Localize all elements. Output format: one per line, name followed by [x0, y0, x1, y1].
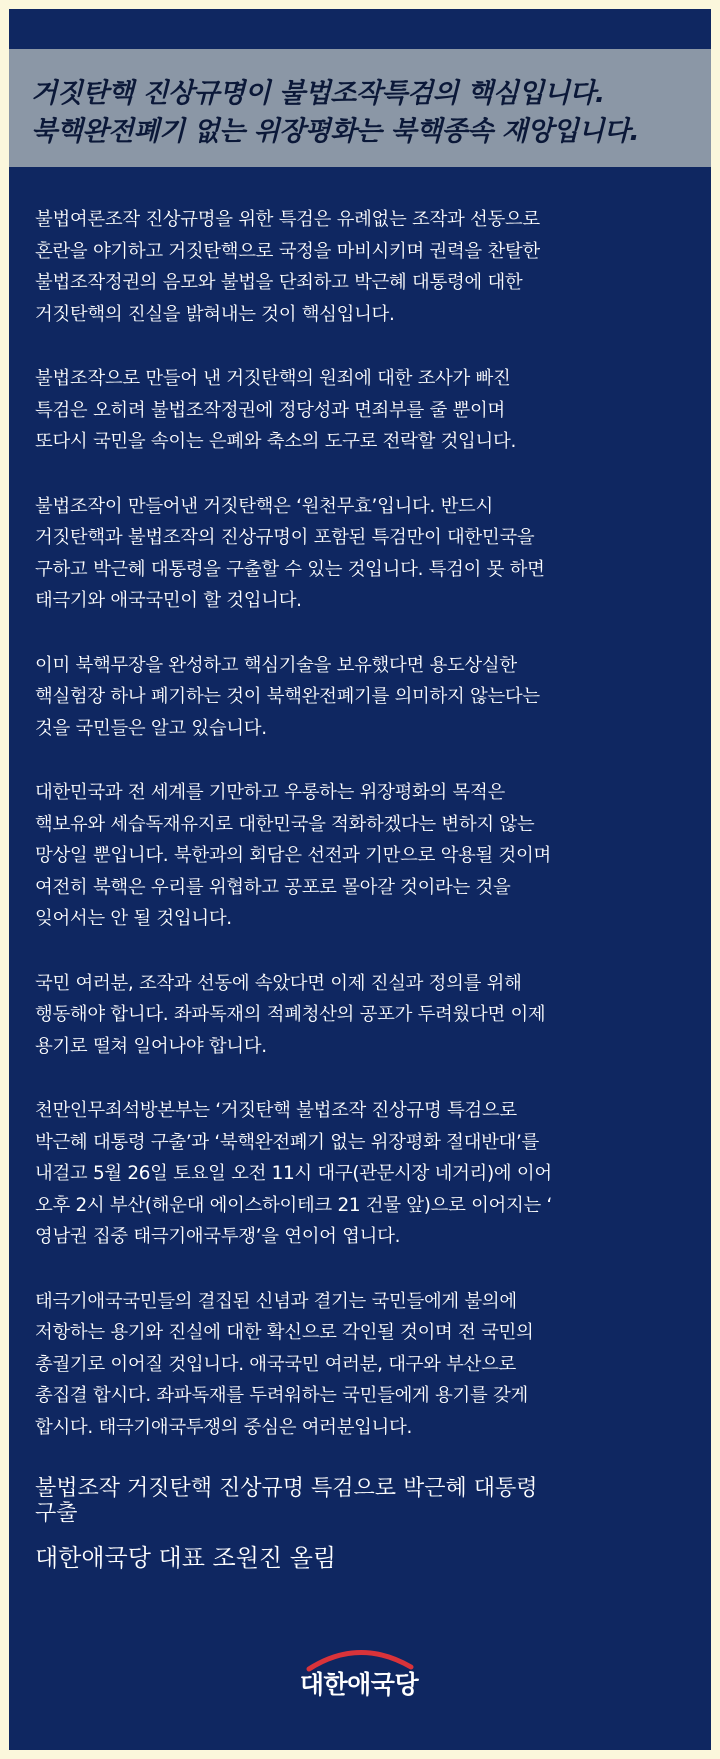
paragraph-7	[35, 1095, 695, 1253]
headline-band	[9, 49, 711, 167]
paragraph-line: 태극기와 애국국민이 할 것입니다.	[35, 590, 302, 611]
paragraph-line: 용기로 떨쳐 일어나야 합니다.	[35, 1035, 267, 1057]
paragraph-line: 천만인무죄석방본부는 ‘거짓탄핵 불법조작 진상규명 특검으로	[35, 1100, 517, 1121]
paragraph-line: 총궐기로 이어질 것입니다. 애국국민 여러분, 대구와 부산으로	[35, 1353, 517, 1375]
closing-slogan-line: 구출	[35, 1501, 78, 1526]
paragraph-8	[35, 1286, 695, 1444]
paragraph-line: 불법여론조작 진상규명을 위한 특검은 유례없는 조작과 선동으로	[35, 209, 540, 230]
paragraph-line: 합시다. 태극기애국투쟁의 중심은 여러분입니다.	[35, 1416, 413, 1438]
paragraph-2	[35, 363, 695, 458]
closing-block	[35, 1476, 695, 1573]
paragraph-line: 저항하는 용기와 진실에 대한 확신으로 각인될 것이며 전 국민의	[35, 1322, 534, 1343]
paragraph-3	[35, 491, 695, 617]
paragraph-line: 여전히 북핵은 우리를 위협하고 공포로 몰아갈 것이라는 것을	[35, 876, 511, 898]
paragraph-line: 거짓탄핵의 진실을 밝혀내는 것이 핵심입니다.	[35, 303, 395, 325]
paragraph-line: 불법조작으로 만들어 낸 거짓탄핵의 원죄에 대한 조사가 빠진	[35, 368, 511, 389]
paragraph-line: 망상일 뿐입니다. 북한과의 회담은 선전과 기만으로 악용될 것이며	[35, 845, 551, 866]
logo-text: 대한애국당	[299, 1670, 419, 1699]
statement-body	[35, 204, 695, 1476]
paragraph-line: 핵보유와 세습독재유지로 대한민국을 적화하겠다는 변하지 않는	[35, 813, 535, 835]
paragraph-line: 태극기애국국민들의 결집된 신념과 결기는 국민들에게 불의에	[35, 1290, 517, 1312]
paragraph-line: 오후 2시 부산(해운대 에이스하이테크 21 건물 앞)으로 이어지는 ‘	[35, 1194, 553, 1216]
signature: 대한애국당 대표 조원진 올림	[35, 1544, 337, 1572]
paragraph-line: 불법조작이 만들어낸 거짓탄핵은 ‘원천무효’입니다. 반드시	[35, 495, 493, 517]
paragraph-line: 박근혜 대통령 구출’과 ‘북핵완전폐기 없는 위장평화 절대반대’를	[35, 1131, 540, 1153]
paragraph-line: 또다시 국민을 속이는 은폐와 축소의 도구로 전락할 것입니다.	[35, 431, 517, 452]
paragraph-line: 내걸고 5월 26일 토요일 오전 11시 대구(관문시장 네거리)에 이어	[35, 1163, 552, 1184]
closing-slogan-line: 불법조작 거짓탄핵 진상규명 특검으로 박근혜 대통령	[35, 1476, 538, 1501]
notice-panel	[9, 9, 711, 1750]
headline-line-1: 거짓탄핵 진상규명이 불법조작특검의 핵심입니다.	[31, 78, 605, 109]
paragraph-5	[35, 777, 695, 935]
paragraph-1	[35, 204, 695, 330]
paragraph-line: 구하고 박근혜 대통령을 구출할 수 있는 것입니다. 특검이 못 하면	[35, 558, 545, 580]
party-logo	[269, 1641, 449, 1711]
paragraph-line: 영남권 집중 태극기애국투쟁’을 연이어 엽니다.	[35, 1226, 401, 1247]
paragraph-line: 것을 국민들은 알고 있습니다.	[35, 717, 267, 739]
paragraph-line: 특검은 오히려 불법조작정권에 정당성과 면죄부를 줄 뿐이며	[35, 399, 505, 421]
paragraph-line: 대한민국과 전 세계를 기만하고 우롱하는 위장평화의 목적은	[35, 782, 505, 803]
paragraph-line: 행동해야 합니다. 좌파독재의 적폐청산의 공포가 두려웠다면 이제	[35, 1004, 546, 1025]
paragraph-line: 이미 북핵무장을 완성하고 핵심기술을 보유했다면 용도상실한	[35, 654, 517, 676]
paragraph-line: 잊어서는 안 될 것입니다.	[35, 908, 232, 929]
headline-line-2: 북핵완전폐기 없는 위장평화는 북핵종속 재앙입니다.	[31, 116, 640, 147]
paragraph-line: 혼란을 야기하고 거짓탄핵으로 국정을 마비시키며 권력을 찬탈한	[35, 240, 540, 262]
paragraph-line: 거짓탄핵과 불법조작의 진상규명이 포함된 특검만이 대한민국을	[35, 527, 535, 548]
top-strip	[9, 9, 711, 49]
paragraph-4	[35, 650, 695, 745]
paragraph-line: 총집결 합시다. 좌파독재를 두려워하는 국민들에게 용기를 갖게	[35, 1385, 528, 1406]
paragraph-line: 불법조작정권의 음모와 불법을 단죄하고 박근혜 대통령에 대한	[35, 272, 523, 293]
paragraph-6	[35, 968, 695, 1063]
paragraph-line: 핵실험장 하나 폐기하는 것이 북핵완전폐기를 의미하지 않는다는	[35, 686, 540, 707]
paragraph-line: 국민 여러분, 조작과 선동에 속았다면 이제 진실과 정의를 위해	[35, 972, 522, 994]
closing-slogan	[35, 1476, 695, 1526]
